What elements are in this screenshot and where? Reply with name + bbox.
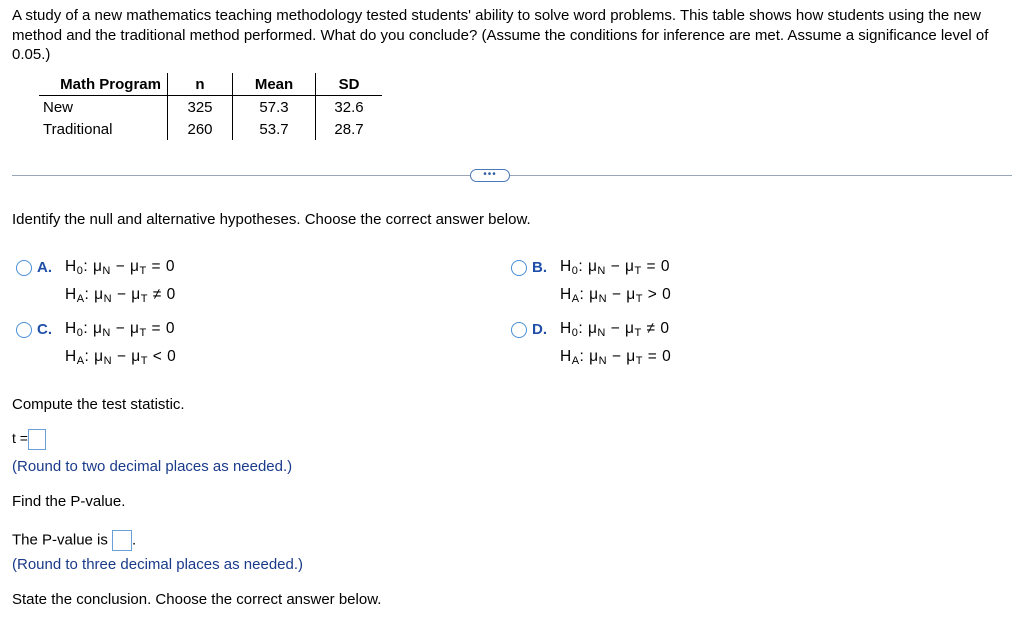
p-value-label: The P-value is xyxy=(12,531,108,549)
mean-value: 53.7 xyxy=(233,118,316,140)
radio-option-d[interactable] xyxy=(511,322,527,338)
alternative-hypothesis-d: $H_A$: $\mu_N - \mu_T = 0$ xyxy=(560,348,672,367)
data-table xyxy=(39,73,382,140)
hypotheses-prompt: Identify the null and alternative hypotheses. Choose the correct answer below. xyxy=(12,211,531,228)
header-n: n xyxy=(168,73,233,96)
conclusion-prompt: State the conclusion. Choose the correct answer below. xyxy=(12,591,382,608)
p-value-suffix: . xyxy=(132,531,137,549)
mean-value: 57.3 xyxy=(233,96,316,119)
null-hypothesis-a: $H_0$: $\mu_N - \mu_T = 0$ xyxy=(65,258,176,277)
null-hypothesis-b: $H_0$: $\mu_N - \mu_T = 0$ xyxy=(560,258,671,277)
sample-size: 260 xyxy=(168,118,233,140)
sample-size: 325 xyxy=(168,96,233,119)
alternative-hypothesis-c: $H_A$: $\mu_N - \mu_T < 0$ xyxy=(65,348,177,367)
alternative-hypothesis-a: $H_A$: $\mu_N - \mu_T \ne 0$ xyxy=(65,286,176,305)
test-statistic-prompt: Compute the test statistic. xyxy=(12,396,185,413)
table-row xyxy=(39,96,382,119)
question-intro: A study of a new mathematics teaching methodology tested students' ability to solve word problems. This table shows how students using the new method and the traditional method performed. What do you conclude? (Assume the conditions for inference are met. Assume a significance level of 0.05.) xyxy=(12,7,989,63)
section-divider xyxy=(12,175,1012,176)
p-value-input[interactable] xyxy=(112,530,132,551)
more-button[interactable]: ••• xyxy=(470,169,510,182)
radio-option-a[interactable] xyxy=(16,260,32,276)
header-math-program: Math Program xyxy=(39,73,168,96)
t-statistic-input[interactable] xyxy=(28,429,46,450)
null-hypothesis-d: $H_0$: $\mu_N - \mu_T \ne 0$ xyxy=(560,320,670,339)
sd-value: 28.7 xyxy=(316,118,383,140)
option-letter: B. xyxy=(532,259,547,276)
option-letter: A. xyxy=(37,259,52,276)
option-letter: C. xyxy=(37,321,52,338)
header-mean: Mean xyxy=(233,73,316,96)
p-value-row xyxy=(12,530,136,551)
option-letter: D. xyxy=(532,321,547,338)
t-rounding-hint: (Round to two decimal places as needed.) xyxy=(12,458,293,475)
null-hypothesis-c: $H_0$: $\mu_N - \mu_T = 0$ xyxy=(65,320,176,339)
sd-value: 32.6 xyxy=(316,96,383,119)
p-value-prompt: Find the P-value. xyxy=(12,493,126,510)
t-label: t = xyxy=(12,430,28,447)
table-header-row xyxy=(39,73,382,96)
radio-option-b[interactable] xyxy=(511,260,527,276)
radio-option-c[interactable] xyxy=(16,322,32,338)
p-value-rounding-hint: (Round to three decimal places as needed.) xyxy=(12,556,304,573)
table-row xyxy=(39,118,382,140)
header-sd: SD xyxy=(316,73,383,96)
t-statistic-row xyxy=(12,429,46,450)
alternative-hypothesis-b: $H_A$: $\mu_N - \mu_T > 0$ xyxy=(560,286,672,305)
program-name: New xyxy=(43,98,74,116)
program-name: Traditional xyxy=(43,120,113,138)
